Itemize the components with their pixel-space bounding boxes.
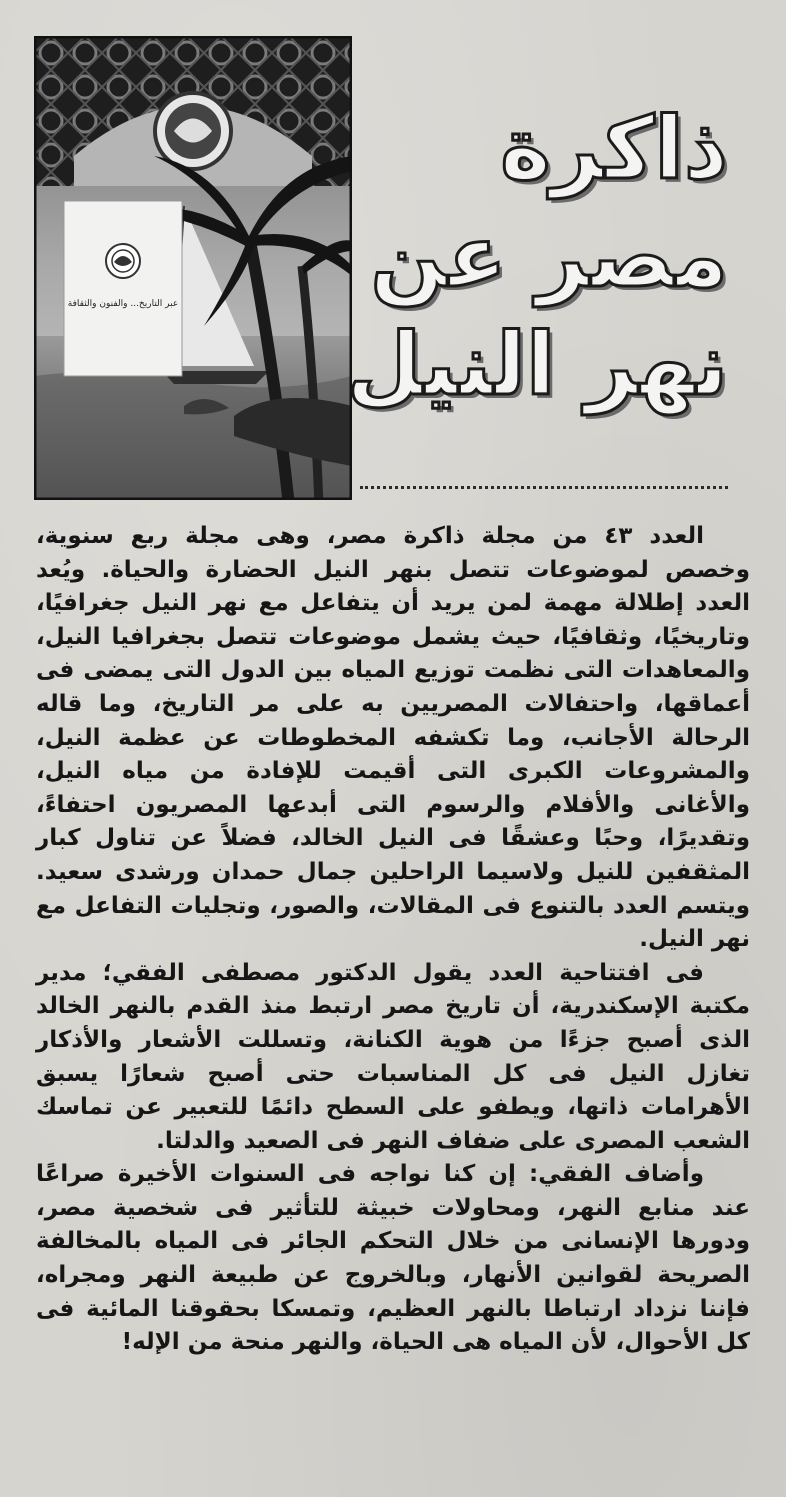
cover-subtitle: عبر التاريخ... والفنون والثقافة	[67, 299, 179, 309]
article-paragraph-3: وأضاف الفقي: إن كنا نواجه فى السنوات الأخيرة صراعًا عند منابع النهر، ومحاولات خبيثة للتأثير فى شخصية مصر، ودورها الإنسانى من خلال التحكم الجائر فى المياه بالمخالفة الصريحة لقوانين الأنهار، وبالخروج عن طبيعة النهر ومجراه، فإننا نزداد ارتباطا بالنهر العظيم، وتمسكا بحقوقنا المائية فى كل الأحوال، لأن المياه هى الحياة، والنهر منحة من الإله!	[36, 1161, 750, 1356]
article-body	[36, 520, 750, 1360]
headline-line-1: ذاكرة	[500, 99, 728, 199]
headline-line-2: مصر عن	[370, 207, 728, 307]
dotted-divider	[360, 486, 728, 489]
article-headline	[346, 95, 728, 419]
cover-illustration	[34, 36, 352, 500]
headline-line-3: نهر النيل	[346, 315, 728, 415]
magazine-cover-image	[34, 36, 352, 500]
article-paragraph-2: فى افتتاحية العدد يقول الدكتور مصطفى الفقي؛ مدير مكتبة الإسكندرية، أن تاريخ مصر ارتبط منذ القدم بالنهر الخالد الذى أصبح جزءًا من هوية الكنانة، وتسللت الأشعار والأذكار تغازل النيل فى كل المناسبات حتى أصبح شعارًا يسبق الأهرامات ذاتها، ويطفو على السطح دائمًا للتعبير عن تماسك الشعب المصرى على ضفاف النهر فى الصعيد والدلتا.	[36, 959, 750, 1154]
article-paragraph-1: العدد ٤٣ من مجلة ذاكرة مصر، وهى مجلة ربع سنوية، وخصص لموضوعات تتصل بنهر النيل الحضارة والحياة. ويُعد العدد إطلالة مهمة لمن يريد أن يتفاعل مع نهر النيل جغرافيًا، وتاريخيًا، وثقافيًا، حيث يشمل موضوعات تتصل بجغرافيا النيل، والمعاهدات التى نظمت توزيع المياه بين الدول التى يمضى فى أعماقها، واحتفالات المصريين به على مر التاريخ، وما قاله الرحالة الأجانب، وما تكشفه المخطوطات عن عظمة النيل، والمشروعات الكبرى التى أقيمت للإفادة من مياه النيل، والأغانى والأفلام والرسوم التى أبدعها المصريون احتفاءً، وتقديرًا، وحبًا وعشقًا فى النيل الخالد، فضلاً عن تناول كبار المثقفين للنيل ولاسيما الراحلين جمال حمدان ورشدى سعيد. ويتسم العدد بالتنوع فى المقالات، والصور، وتجليات التفاعل مع نهر النيل.	[36, 523, 750, 953]
